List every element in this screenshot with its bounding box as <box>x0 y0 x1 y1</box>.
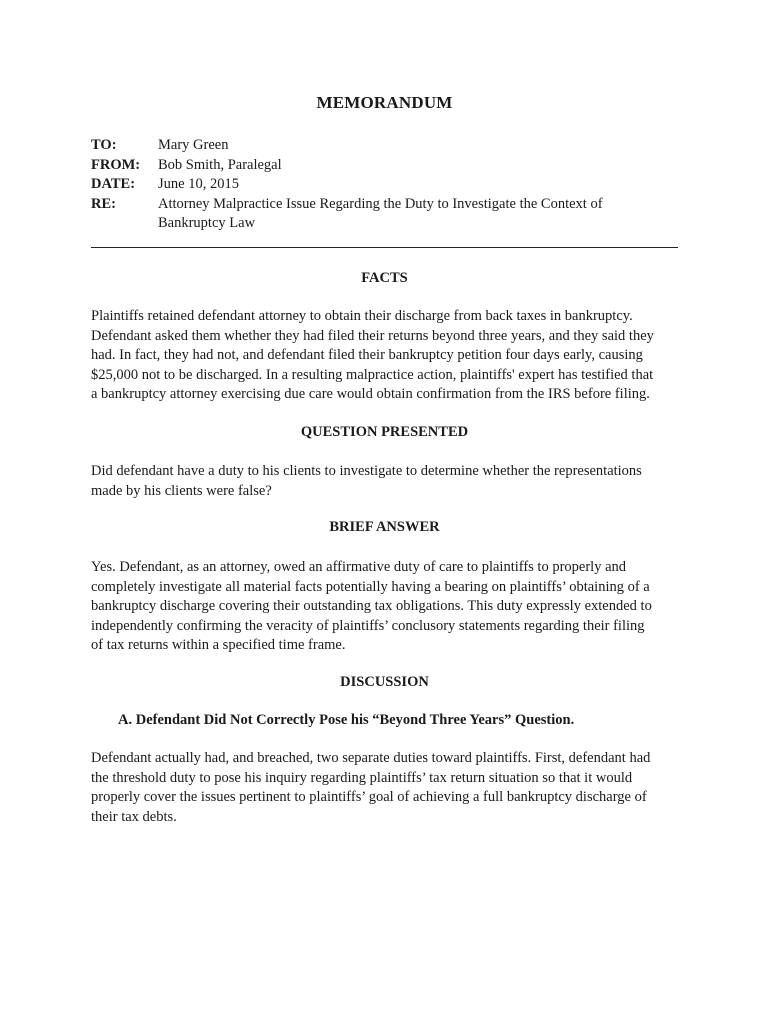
brief-answer-line: independently confirming the veracity of plaintiffs’ conclusory statements regarding their filing <box>91 617 645 634</box>
header-re-row <box>91 195 678 234</box>
to-value: Mary Green <box>158 137 229 153</box>
re-value <box>158 195 678 234</box>
facts-line: Plaintiffs retained defendant attorney to obtain their discharge from back taxes in bankruptcy. <box>91 308 633 324</box>
facts-line: $25,000 not to be discharged. In a resulting malpractice action, plaintiffs' expert has testified that <box>91 366 654 383</box>
memo-title: MEMORANDUM <box>316 93 453 112</box>
header-to-row <box>91 136 678 156</box>
memorandum-page <box>91 0 678 1024</box>
discussion-subheading-a: A. Defendant Did Not Correctly Pose his “Beyond Three Years” Question. <box>118 712 575 728</box>
question-line: Did defendant have a duty to his clients to investigate to determine whether the representations <box>91 463 642 479</box>
from-label: FROM: <box>91 156 141 173</box>
re-line-2: Bankruptcy Law <box>158 215 256 231</box>
to-label: TO: <box>91 137 117 153</box>
facts-line: Defendant asked them whether they had filed their returns beyond three years, and they said they <box>91 327 654 344</box>
date-label: DATE: <box>91 176 136 192</box>
brief-answer-line: of tax returns within a specified time frame. <box>91 637 346 653</box>
question-paragraph <box>91 462 681 501</box>
discussion-line: their tax debts. <box>91 808 177 825</box>
from-value: Bob Smith, Paralegal <box>158 156 282 173</box>
re-line-1: Attorney Malpractice Issue Regarding the Duty to Investigate the Context of <box>158 195 603 212</box>
facts-line: a bankruptcy attorney exercising due care would obtain confirmation from the IRS before filing. <box>91 386 650 402</box>
discussion-line: properly cover the issues pertinent to plaintiffs’ goal of achieving a full bankruptcy discharge of <box>91 789 647 805</box>
header-divider <box>91 247 678 248</box>
brief-answer-line: Yes. Defendant, as an attorney, owed an affirmative duty of care to plaintiffs to properly and <box>91 559 626 575</box>
discussion-line: the threshold duty to pose his inquiry regarding plaintiffs’ tax return situation so that it would <box>91 769 633 786</box>
discussion-paragraph <box>91 749 681 827</box>
brief-answer-line: completely investigate all material facts potentially having a bearing on plaintiffs’ obtaining of a <box>91 578 650 595</box>
question-heading: QUESTION PRESENTED <box>300 424 469 440</box>
re-label: RE: <box>91 195 116 212</box>
facts-line: had. In fact, they had not, and defendant filed their bankruptcy petition four days early, causing <box>91 347 643 363</box>
brief-answer-paragraph <box>91 558 681 656</box>
question-line: made by his clients were false? <box>91 482 272 499</box>
facts-paragraph <box>91 307 681 405</box>
brief-answer-line: bankruptcy discharge covering their outstanding tax obligations. This duty expressly extended to <box>91 598 652 614</box>
header-from-row <box>91 156 678 176</box>
brief-answer-heading: BRIEF ANSWER <box>329 519 440 535</box>
memo-header <box>91 136 678 234</box>
discussion-line: Defendant actually had, and breached, two separate duties toward plaintiffs. First, defendant had <box>91 750 651 766</box>
header-date-row <box>91 175 678 195</box>
discussion-heading: DISCUSSION <box>340 674 429 690</box>
facts-heading: FACTS <box>361 270 408 286</box>
date-value: June 10, 2015 <box>158 176 239 192</box>
